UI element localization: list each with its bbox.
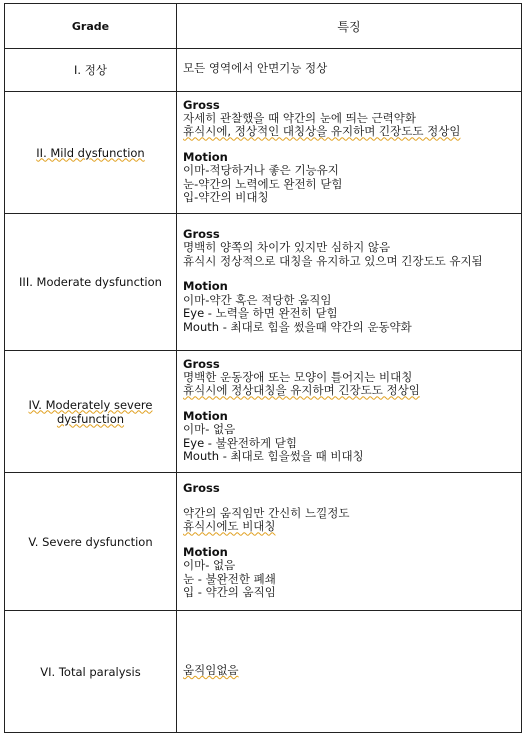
grade-cell: VI. Total paralysis: [5, 611, 177, 733]
header-grade: Grade: [5, 4, 177, 49]
description-cell: [177, 473, 522, 611]
motion-line: Mouth - 최대로 힘을썼을 때 비대칭: [183, 449, 364, 464]
gross-line: 명백한 운동장애 또는 모양이 틀어지는 비대칭: [183, 369, 413, 384]
grade-cell: I. 정상: [5, 49, 177, 92]
grade-cell: III. Moderate dysfunction: [5, 214, 177, 351]
gross-title: Gross: [183, 480, 220, 495]
motion-line: Mouth - 최대로 힘을 썼을때 약간의 운동약화: [183, 319, 412, 334]
gross-title: Gross: [183, 356, 220, 371]
grade-label: II. Mild dysfunction: [36, 145, 145, 160]
description-cell: [177, 92, 522, 214]
description-cell: [177, 351, 522, 473]
motion-line: 눈 - 불완전한 폐쇄: [183, 571, 276, 586]
description-cell: [177, 214, 522, 351]
table-row: [5, 49, 522, 92]
gross-line: 휴식시에도 비대칭: [183, 519, 276, 534]
table-row: [5, 92, 522, 214]
motion-line: Eye - 노력을 하면 완전히 닫힘: [183, 306, 338, 321]
grade-cell: V. Severe dysfunction: [5, 473, 177, 611]
grade-cell: [5, 92, 177, 214]
gross-line: 휴식시 정상적으로 대칭을 유지하고 있으며 긴장도도 유지됨: [183, 253, 483, 268]
gross-line: 명백히 양쪽의 차이가 있지만 심하지 않음: [183, 240, 391, 255]
grading-table: [4, 3, 522, 733]
gross-title: Gross: [183, 97, 220, 112]
motion-line: 이마- 없음: [183, 422, 236, 437]
description-line: 움직임없음: [183, 662, 239, 677]
table-row: [5, 214, 522, 351]
description-line: 모든 영역에서 안면기능 정상: [183, 61, 328, 76]
motion-line: 이마-약간 혹은 적당한 움직임: [183, 292, 332, 307]
motion-line: 눈-약간의 노력에도 완전히 닫힘: [183, 176, 343, 191]
gross-line: 휴식시에, 정상적인 대칭상을 유지하며 긴장도도 정상임: [183, 124, 461, 139]
table-row: [5, 611, 522, 733]
grade-cell: [5, 351, 177, 473]
motion-line: Eye - 불완전하게 닫힘: [183, 435, 298, 450]
motion-title: Motion: [183, 544, 228, 559]
motion-line: 이마- 없음: [183, 558, 236, 573]
description-cell: [177, 611, 522, 733]
gross-line: 휴식시에 정상대칭을 유지하며 긴장도도 정상임: [183, 383, 420, 398]
grade-label: IV. Moderately severe dysfunction: [28, 397, 153, 426]
gross-line: 약간의 움직임만 간신히 느낄정도: [183, 505, 350, 520]
table-row: [5, 351, 522, 473]
header-row: [5, 4, 522, 49]
motion-line: 입 - 약간의 움직임: [183, 585, 276, 600]
gross-line: 자세히 관찰했을 때 약간의 눈에 띄는 근력약화: [183, 110, 417, 125]
motion-title: Motion: [183, 408, 228, 423]
gross-title: Gross: [183, 227, 220, 242]
motion-title: Motion: [183, 149, 228, 164]
table-row: [5, 473, 522, 611]
header-feature: 특징: [177, 4, 522, 49]
motion-title: Motion: [183, 279, 228, 294]
motion-line: 이마-적당하거나 좋은 기능유지: [183, 163, 339, 178]
description-cell: [177, 49, 522, 92]
motion-line: 입-약간의 비대칭: [183, 190, 269, 205]
